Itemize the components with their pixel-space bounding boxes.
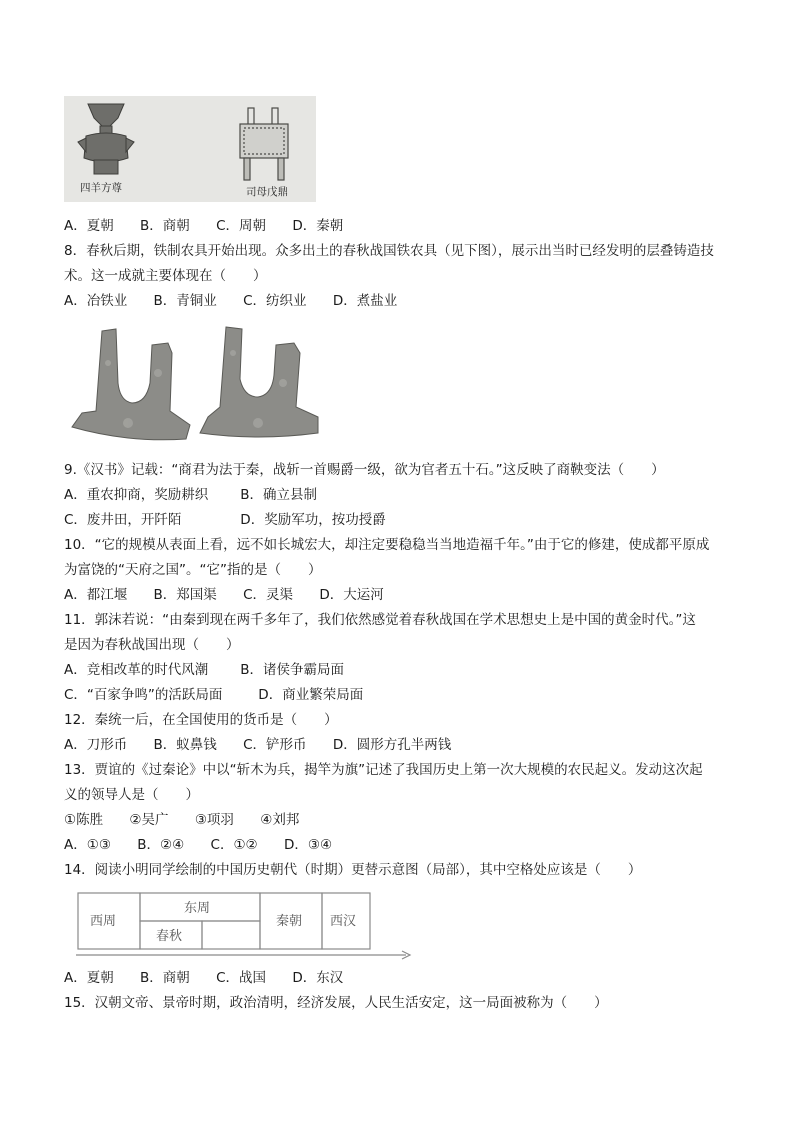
q7-option-a: A．夏朝 <box>64 218 114 234</box>
q11-option-b: B．诸侯争霸局面 <box>240 662 345 678</box>
dynasty-timeline-svg <box>76 891 414 961</box>
iron-tools-illustration <box>68 323 324 445</box>
timeline-cell-qin: 秦朝 <box>276 914 303 929</box>
timeline-cell-xizhou: 西周 <box>90 914 117 929</box>
q11-stem-line1: 11．郭沫若说：“由秦到现在两千多年了，我们依然感觉着春秋战国在学术思想史上是中国的黄金时代。”这 <box>64 612 696 628</box>
q7-option-b: B．商朝 <box>140 218 190 234</box>
iron-tools-photo <box>68 323 324 445</box>
q8-stem-line2: 术。这一成就主要体现在（ ） <box>64 268 267 284</box>
q14-option-a: A．夏朝 <box>64 970 114 986</box>
q10-option-a: A．都江堰 <box>64 587 128 603</box>
q12-option-d: D．圆形方孔半两钱 <box>332 737 452 753</box>
q7-option-d: D．秦朝 <box>292 218 344 234</box>
q13-stem-line2: 义的领导人是（ ） <box>64 787 199 803</box>
q13-option-a: A．①③ <box>64 837 111 853</box>
q14-option-b: B．商朝 <box>140 970 190 986</box>
q12-stem: 12．秦统一后，在全国使用的货币是（ ） <box>64 712 338 728</box>
caption-simuwu-ding: 司母戊鼎 <box>246 186 288 198</box>
q10-option-d: D．大运河 <box>319 587 384 603</box>
q13-item-4: ④刘邦 <box>260 812 300 828</box>
timeline-blank-cell <box>204 923 258 947</box>
timeline-cell-dongzhou: 东周 <box>184 901 211 916</box>
q11-options-row1 <box>64 660 344 680</box>
q9-option-b: B．确立县制 <box>240 487 318 503</box>
timeline-cell-xihan: 西汉 <box>330 914 357 929</box>
caption-four-goat-zun: 四羊方尊 <box>80 182 122 194</box>
q11-option-c: C．“百家争鸣”的活跃局面 <box>64 687 223 703</box>
q13-options <box>64 835 332 855</box>
q8-option-a: A．冶铁业 <box>64 293 128 309</box>
q13-stem-line1: 13．贾谊的《过秦论》中以“斩木为兵，揭竿为旗”记述了我国历史上第一次大规模的农民起义。发动这次起 <box>64 762 703 778</box>
q11-stem-line2: 是因为春秋战国出现（ ） <box>64 637 240 653</box>
q14-stem: 14．阅读小明同学绘制的中国历史朝代（时期）更替示意图（局部），其中空格处应该是（ ） <box>64 862 642 878</box>
dynasty-timeline-diagram <box>76 891 414 961</box>
q9-option-c: C．废井田，开阡陌 <box>64 512 182 528</box>
q10-options <box>64 585 384 605</box>
q7-option-c: C．周朝 <box>216 218 267 234</box>
q11-option-d: D．商业繁荣局面 <box>258 687 364 703</box>
q8-option-b: B．青铜业 <box>153 293 217 309</box>
q9-options-row2 <box>64 510 386 530</box>
q8-stem-line1: 8．春秋后期，铁制农具开始出现。众多出土的春秋战国铁农具（见下图），展示出当时已经发明的层叠铸造技 <box>64 243 714 259</box>
q9-stem: 9.《汉书》记载：“商君为法于秦，战斩一首赐爵一级，欲为官者五十石。”这反映了商鞅变法（ ） <box>64 462 665 478</box>
q13-option-b: B．②④ <box>137 837 185 853</box>
q12-option-a: A．刀形币 <box>64 737 128 753</box>
q8-options <box>64 291 397 311</box>
q8-option-c: C．纺织业 <box>243 293 307 309</box>
q12-options <box>64 735 451 755</box>
q13-item-2: ②吴广 <box>129 812 169 828</box>
q9-options-row1 <box>64 485 317 505</box>
q11-options-row2 <box>64 685 363 705</box>
q7-options <box>64 216 343 236</box>
q8-option-d: D．煮盐业 <box>332 293 398 309</box>
q13-item-1: ①陈胜 <box>64 812 104 828</box>
q9-option-a: A．重农抑商，奖励耕织 <box>64 487 209 503</box>
q10-stem-line1: 10．“它的规模从表面上看，远不如长城宏大，却注定要稳稳当当地造福千年。”由于它的修建，使成都平原成 <box>64 537 710 553</box>
q12-option-c: C．铲形币 <box>243 737 307 753</box>
q10-option-c: C．灵渠 <box>243 587 294 603</box>
q11-option-a: A．竞相改革的时代风潮 <box>64 662 209 678</box>
bronze-vessels-photo <box>64 96 316 202</box>
q14-options <box>64 968 343 988</box>
q14-option-d: D．东汉 <box>292 970 344 986</box>
q13-option-d: D．③④ <box>283 837 333 853</box>
q14-option-c: C．战国 <box>216 970 267 986</box>
q13-item-3: ③项羽 <box>194 812 234 828</box>
q9-option-d: D．奖励军功，按功授爵 <box>240 512 386 528</box>
timeline-cell-chunqiu: 春秋 <box>156 929 183 944</box>
q13-items <box>64 810 299 830</box>
q10-option-b: B．郑国渠 <box>153 587 217 603</box>
q12-option-b: B．蚁鼻钱 <box>153 737 217 753</box>
q13-option-c: C．①② <box>210 837 258 853</box>
q10-stem-line2: 为富饶的“天府之国”。“它”指的是（ ） <box>64 562 322 578</box>
q15-stem: 15．汉朝文帝、景帝时期，政治清明，经济发展，人民生活安定，这一局面被称为（ ） <box>64 995 608 1011</box>
